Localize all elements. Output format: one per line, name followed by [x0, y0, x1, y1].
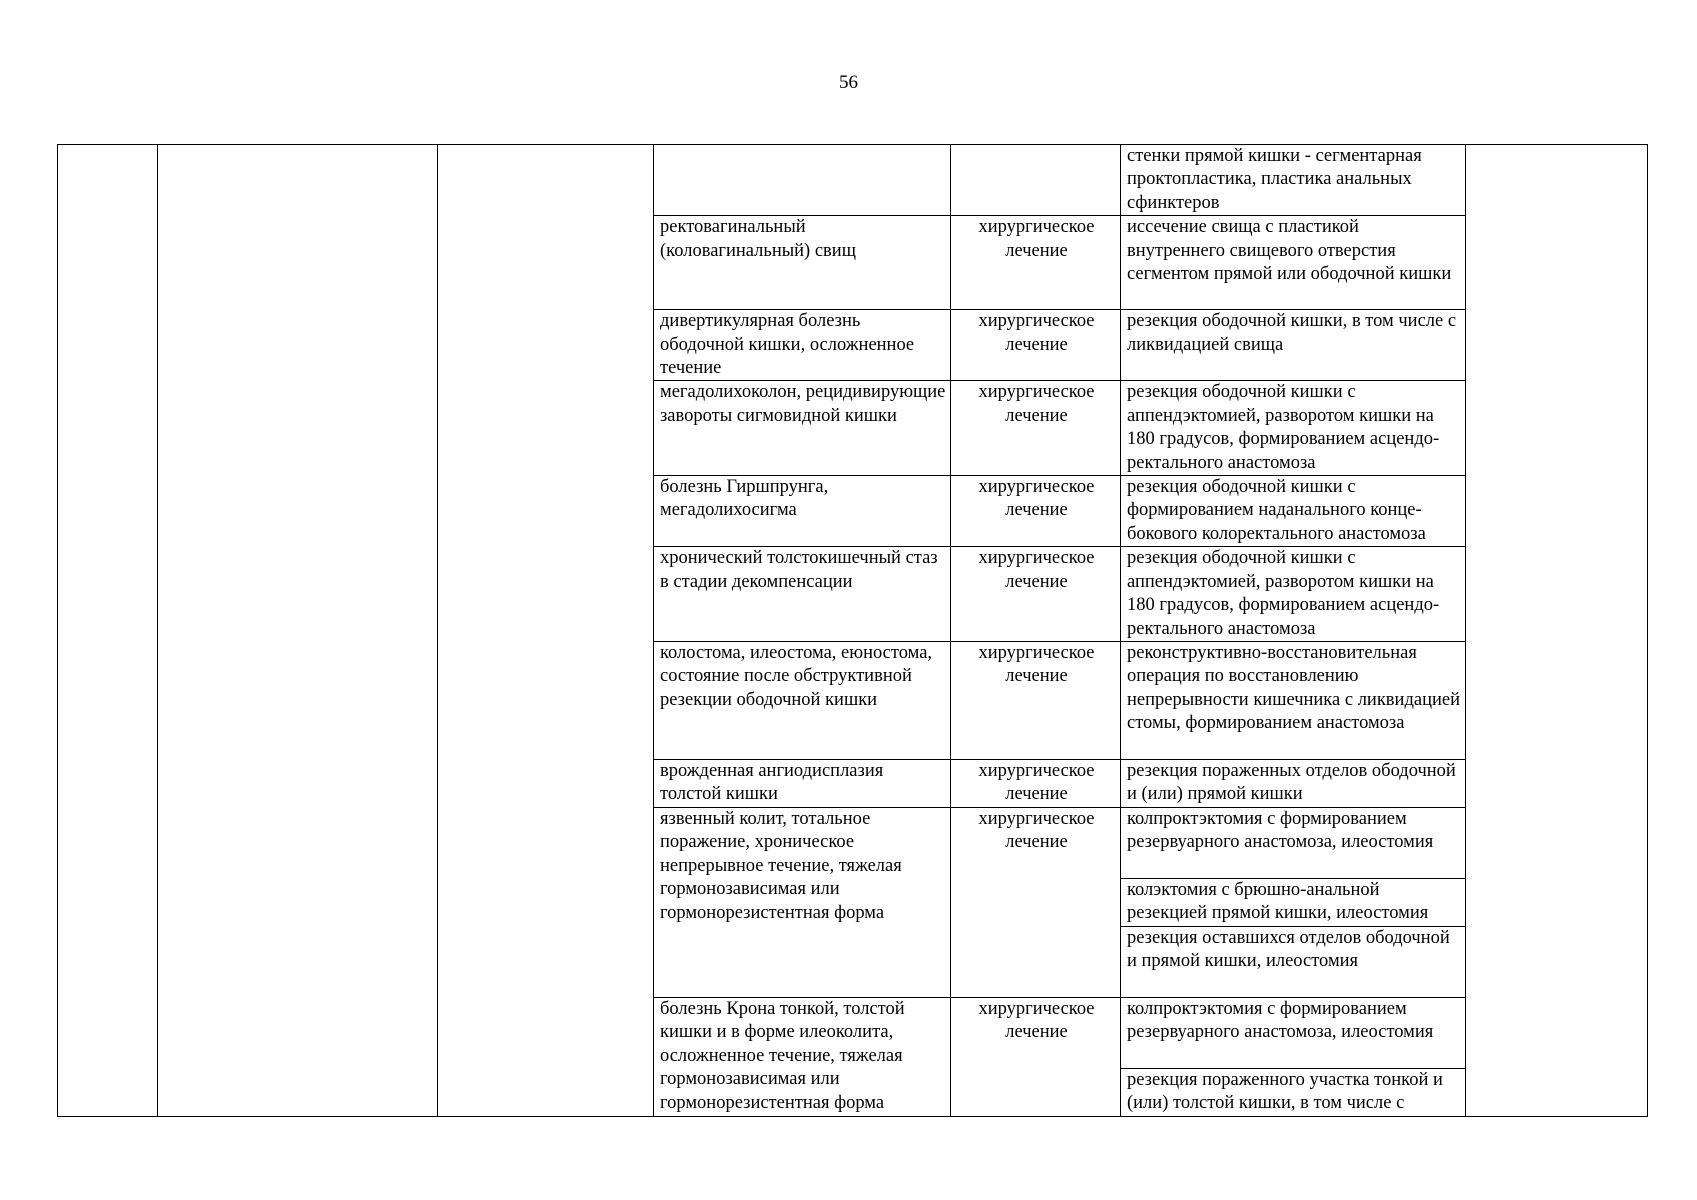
method-cell: резекция ободочной кишки с аппендэктомией, разворотом кишки на 180 градусов, формированием асцендо-ректального анастомоза [1121, 381, 1466, 476]
treatment-cell: хирургическое лечение [951, 807, 1121, 997]
treatment-cell: хирургическое лечение [951, 547, 1121, 642]
method-cell: колэктомия с брюшно-анальной резекцией прямой кишки, илеостомия [1121, 878, 1466, 926]
method-cell: резекция пораженного участка тонкой и (или) толстой кишки, в том числе с [1121, 1068, 1466, 1116]
method-cell: стенки прямой кишки - сегментарная проктопластика, пластика анальных сфинктеров [1121, 145, 1466, 216]
diagnosis-cell: хронический толстокишечный стаз в стадии декомпенсации [654, 547, 951, 642]
treatment-cell: хирургическое лечение [951, 381, 1121, 476]
method-cell: резекция оставшихся отделов ободочной и прямой кишки, илеостомия [1121, 926, 1466, 997]
col-norm-cell [1466, 145, 1648, 1117]
diagnosis-cell: мегадолихоколон, рецидивирующие завороты сигмовидной кишки [654, 381, 951, 476]
treatment-cell: хирургическое лечение [951, 759, 1121, 807]
col-code-cell [438, 145, 654, 1117]
col-number-cell [58, 145, 158, 1117]
diagnosis-cell: болезнь Крона тонкой, толстой кишки и в форме илеоколита, осложненное течение, тяжелая гормонозависимая или гормонорезистентная форма [654, 997, 951, 1116]
method-cell: реконструктивно-восстановительная операция по восстановлению непрерывности кишечника с ликвидацией стомы, формированием анастомоза [1121, 641, 1466, 759]
diagnosis-cell: колостома, илеостома, еюностома, состояние после обструктивной резекции ободочной кишки [654, 641, 951, 759]
treatment-table [57, 144, 1648, 1117]
method-cell: резекция пораженных отделов ободочной и (или) прямой кишки [1121, 759, 1466, 807]
method-cell: иссечение свища с пластикой внутреннего свищевого отверстия сегментом прямой или ободочной кишки [1121, 216, 1466, 310]
method-cell: резекция ободочной кишки, в том числе с ликвидацией свища [1121, 310, 1466, 381]
treatment-cell: хирургическое лечение [951, 310, 1121, 381]
method-cell: колпроктэктомия с формированием резервуарного анастомоза, илеостомия [1121, 807, 1466, 878]
diagnosis-cell [654, 145, 951, 216]
method-cell: резекция ободочной кишки с аппендэктомией, разворотом кишки на 180 градусов, формированием асцендо-ректального анастомоза [1121, 547, 1466, 642]
treatment-cell: хирургическое лечение [951, 997, 1121, 1116]
diagnosis-cell: ректовагинальный (коловагинальный) свищ [654, 216, 951, 310]
diagnosis-cell: болезнь Гиршпрунга, мегадолихосигма [654, 476, 951, 547]
table-row [58, 145, 1648, 216]
treatment-cell [951, 145, 1121, 216]
method-cell: резекция ободочной кишки с формированием наданального конце-бокового колоректального анастомоза [1121, 476, 1466, 547]
col-name-cell [158, 145, 438, 1117]
diagnosis-cell: язвенный колит, тотальное поражение, хроническое непрерывное течение, тяжелая гормонозависимая или гормонорезистентная форма [654, 807, 951, 997]
treatment-cell: хирургическое лечение [951, 476, 1121, 547]
diagnosis-cell: дивертикулярная болезнь ободочной кишки, осложненное течение [654, 310, 951, 381]
treatment-cell: хирургическое лечение [951, 641, 1121, 759]
diagnosis-cell: врожденная ангиодисплазия толстой кишки [654, 759, 951, 807]
page-number: 56 [839, 72, 858, 93]
method-cell: колпроктэктомия с формированием резервуарного анастомоза, илеостомия [1121, 997, 1466, 1068]
treatment-cell: хирургическое лечение [951, 216, 1121, 310]
